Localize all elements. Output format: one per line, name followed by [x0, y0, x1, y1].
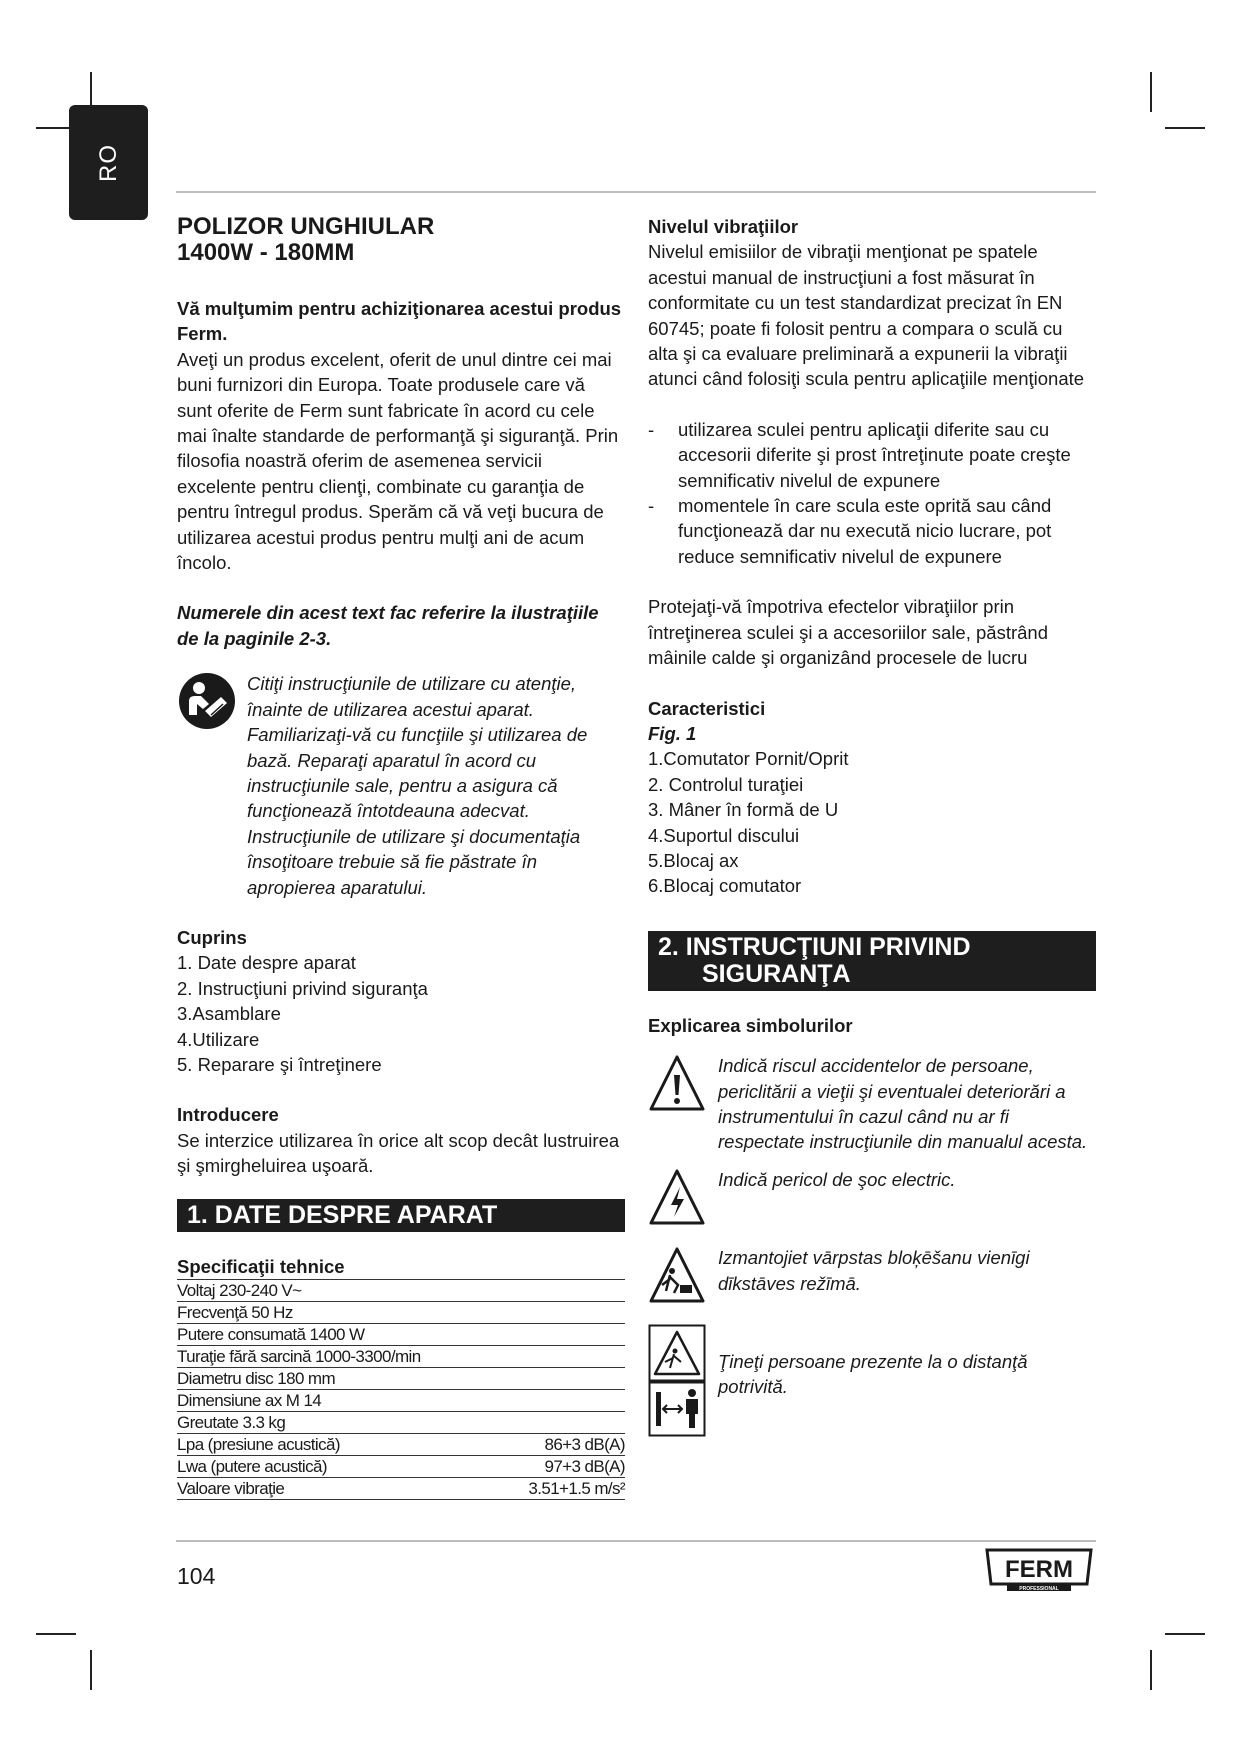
right-column — [648, 214, 1096, 1444]
warning-triangle-icon — [648, 1053, 718, 1119]
crop-mark — [1165, 1633, 1205, 1635]
crop-mark — [1150, 72, 1152, 112]
symbol-distance — [648, 1324, 1096, 1444]
spec-row: Turaţie fără sarcină 1000-3300/min — [177, 1346, 625, 1368]
symbols-heading: Explicarea simbolurilor — [648, 1014, 853, 1036]
thanks-heading: Vă mulţumim pentru achiziţionarea acestui produs Ferm. — [177, 298, 622, 345]
crop-mark — [90, 1650, 92, 1690]
symbol-spindle-text: Izmantojiet vārpstas bloķēšanu vienīgi dīkstāves režīmā. — [718, 1247, 1030, 1294]
features-heading: Caracteristici — [648, 697, 766, 719]
language-tab — [69, 105, 148, 220]
vibration-text: Nivelul emisiilor de vibraţii menţionat pe spatele acestui manual de instrucţiuni a fost măsurat în conformitate cu un test standardizat precizat în EN 60745; poate fi folosit pentru a compara o sculă cu alta şi ca evaluare preliminară a expunerii la vibraţii atunci când folosiţi scula pentru aplicaţiile menţionate — [648, 241, 1085, 390]
feature-item: 4.Suportul discului — [648, 824, 800, 846]
ferm-logo — [985, 1548, 1093, 1592]
spec-row: Diametru disc 180 mm — [177, 1368, 625, 1390]
left-column — [177, 214, 625, 1500]
spec-row: Dimensiune ax M 14 — [177, 1390, 625, 1412]
symbol-distance-text: Ţineţi persoane prezente la o distanţă potrivită. — [718, 1350, 1028, 1397]
crop-mark — [1150, 1650, 1152, 1690]
read-manual-icon — [177, 671, 247, 737]
symbol-warning — [648, 1053, 1096, 1155]
contents-item: 2. Instrucţiuni privind siguranţa — [177, 977, 428, 999]
introduction-heading: Introducere — [177, 1104, 279, 1126]
vibration-heading: Nivelul vibraţiilor — [648, 216, 799, 237]
brand-name: FERM — [1005, 1556, 1073, 1583]
contents-item: 5. Reparare şi întreţinere — [177, 1053, 382, 1075]
feature-item: 3. Mâner în formă de U — [648, 799, 839, 821]
spec-table — [177, 1279, 625, 1500]
feature-item: 1.Comutator Pornit/Oprit — [648, 748, 849, 770]
contents-item: 1. Date despre aparat — [177, 952, 356, 974]
section-2-banner-line2: SIGURANŢA — [702, 959, 851, 988]
read-manual-notice — [177, 671, 625, 900]
feature-item: 6.Blocaj comutator — [648, 875, 802, 897]
symbol-electric-text: Indică pericol de şoc electric. — [718, 1168, 956, 1190]
feature-item: 5.Blocaj ax — [648, 849, 739, 871]
section-2-banner-line1: 2. INSTRUCŢIUNI PRIVIND — [658, 932, 971, 961]
feature-item: 2. Controlul turaţiei — [648, 773, 804, 795]
language-code: RO — [94, 143, 122, 182]
spec-row: Valoare vibraţie 3.51+1.5 m/s² — [177, 1479, 625, 1498]
spec-row: Putere consumată 1400 W — [177, 1324, 625, 1346]
dash-item: - utilizarea sculei pentru aplicaţii diferite sau cu accesorii diferite şi prost întreţinute poate creşte semnificativ nivelul de expunere — [648, 418, 1071, 491]
figure-label: Fig. 1 — [648, 722, 697, 744]
header-rule — [176, 191, 1096, 193]
product-subtitle: 1400W - 180MM — [177, 239, 355, 266]
crop-mark — [1165, 127, 1205, 129]
spindle-lock-icon — [648, 1245, 718, 1311]
read-manual-text: Citiţi instrucţiunile de utilizare cu atenţie, înainte de utilizarea acestui aparat. Familiarizaţi-vă cu funcţiile şi utilizarea de bază. Reparaţi aparatul în acord cu instrucţiunile sale, pentru a asigura că funcţionează întotdeauna adecvat. Instrucţiunile de utilizare şi documentaţia însoţitoare trebuie să fie păstrate în apropierea aparatului. — [247, 673, 588, 898]
symbol-warning-text: Indică riscul accidentelor de persoane, periclitării a vieţii şi eventualei deteriorări a instrumentului în cazul când nu ar fi respectate instrucţiunile din manualul acesta. — [718, 1055, 1088, 1153]
electric-shock-icon — [648, 1167, 718, 1233]
spec-row: Frecvenţă 50 Hz — [177, 1302, 625, 1324]
spec-row: Voltaj 230-240 V~ — [177, 1280, 625, 1302]
footer-rule — [176, 1540, 1096, 1542]
page-number: 104 — [177, 1563, 216, 1589]
figure-note: Numerele din acest text fac referire la ilustraţiile de la paginile 2-3. — [177, 602, 599, 649]
crop-mark — [36, 1633, 76, 1635]
spec-heading: Specificaţii tehnice — [177, 1255, 345, 1277]
symbol-electric — [648, 1167, 1096, 1233]
symbol-spindle-lock — [648, 1245, 1096, 1311]
introduction-text: Se interzice utilizarea în orice alt scop decât lustruirea şi şmirgheluirea uşoară. — [177, 1129, 620, 1177]
spec-row: Lpa (presiune acustică) 86+3 dB(A) — [177, 1435, 625, 1454]
contents-item: 4.Utilizare — [177, 1028, 260, 1050]
keep-distance-icon — [648, 1324, 718, 1444]
section-2-banner — [648, 931, 1096, 991]
contents-heading: Cuprins — [177, 926, 247, 948]
spec-row: Lwa (putere acustică) 97+3 dB(A) — [177, 1457, 625, 1476]
section-1-banner: 1. DATE DESPRE APARAT — [177, 1199, 625, 1232]
intro-paragraph: Aveţi un produs excelent, oferit de unul dintre cei mai buni furnizori din Europa. Toate produsele care vă sunt oferite de Ferm sunt fabricate în acord cu cele mai înalte standarde de performanţă şi siguranţă. Prin filosofia noastră oferim de asemenea servicii excelente pentru clienţi, combinate cu garanţia de pentru întregul produs. Sperăm că vă veţi bucura de utilizarea acestui produs pentru mulţi ani de acum încolo. — [177, 348, 619, 574]
protection-text: Protejaţi-vă împotriva efectelor vibraţiilor prin întreţinerea sculei şi a accesoriilor sale, păstrând mâinile calde şi organizând procesele de lucru — [648, 596, 1048, 669]
spec-row: Greutate 3.3 kg — [177, 1412, 625, 1434]
dash-item: - momentele în care scula este oprită sau când funcţionează dar nu execută nicio lucrare, pot reduce semnificativ nivelul de expunere — [648, 495, 1052, 567]
brand-sub: PROFESSIONAL — [1019, 1586, 1059, 1592]
contents-item: 3.Asamblare — [177, 1003, 281, 1025]
product-title: POLIZOR UNGHIULAR — [177, 213, 435, 240]
